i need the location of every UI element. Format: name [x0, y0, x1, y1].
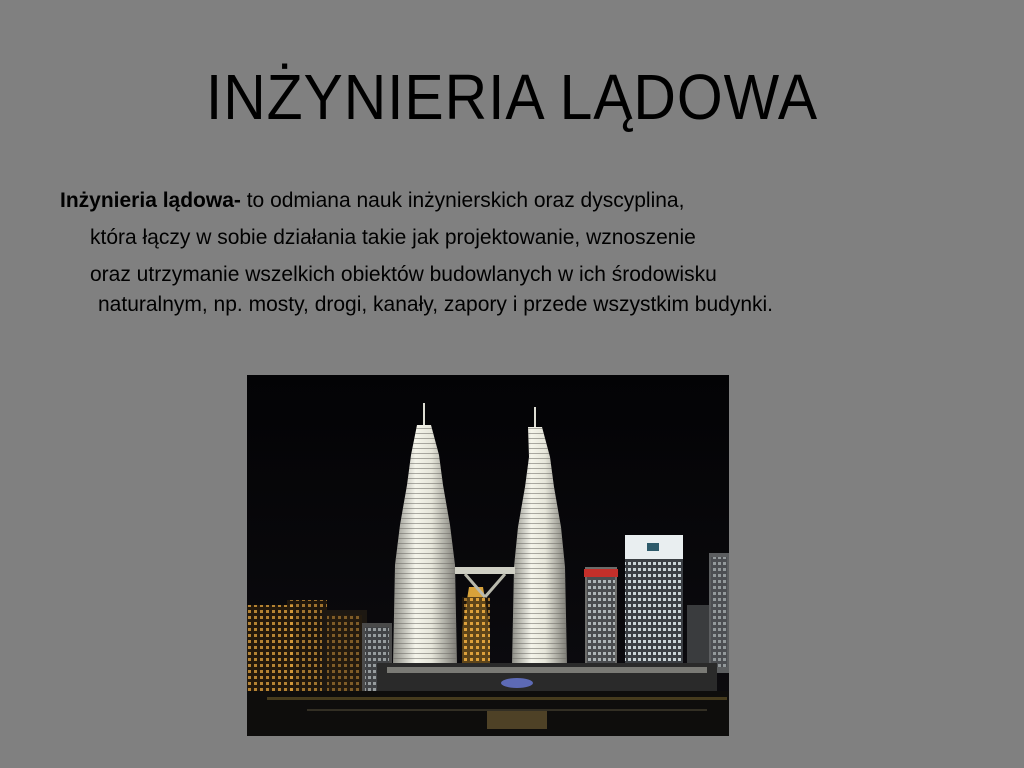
slide-title: INŻYNIERIA LĄDOWA	[205, 61, 819, 133]
body-text	[60, 182, 980, 317]
defined-term: Inżynieria lądowa-	[60, 189, 241, 212]
body-line-4: naturalnym, np. mosty, drogi, kanały, zapory i przede wszystkim budynki.	[98, 293, 773, 316]
body-line-3: oraz utrzymanie wszelkich obiektów budowlanych w ich środowisku	[90, 263, 717, 286]
skyline-photo	[247, 375, 729, 736]
body-line-2: która łączy w sobie działania takie jak projektowanie, wznoszenie	[90, 226, 696, 249]
body-line-1	[60, 182, 980, 219]
skyline-illustration	[247, 375, 729, 736]
body-line-1-text: to odmiana nauk inżynierskich oraz dyscyplina,	[240, 189, 685, 212]
